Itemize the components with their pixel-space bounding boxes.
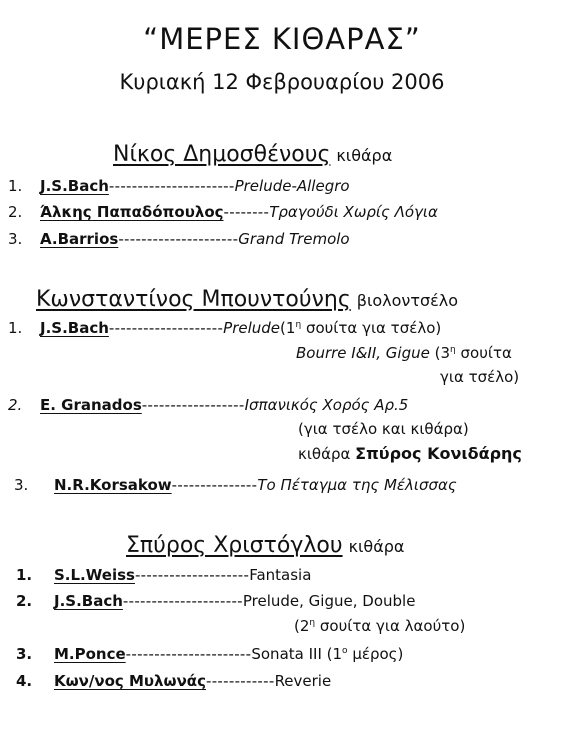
accompanist-name: Σπύρος Κονιδάρης bbox=[355, 444, 522, 463]
item-number: 1. bbox=[8, 177, 23, 195]
performer-heading bbox=[113, 142, 392, 167]
program-item bbox=[8, 396, 408, 414]
work-title: Prelude-Allegro bbox=[234, 177, 350, 195]
work-note: (για τσέλο και κιθάρα) bbox=[298, 420, 469, 438]
program-item bbox=[8, 203, 438, 221]
work-note: ($3^\eta$ σουίτα bbox=[434, 344, 512, 362]
program-item bbox=[16, 566, 311, 584]
dash-leader: --------------------- bbox=[122, 592, 243, 610]
program-item bbox=[8, 177, 350, 195]
page-title: “ΜΕΡΕΣ ΚΙΘΑΡΑΣ” bbox=[143, 22, 421, 56]
ordinal-marker: η bbox=[450, 345, 456, 355]
item-number: 2. bbox=[8, 203, 23, 221]
program-item bbox=[8, 319, 441, 337]
performer-instrument: κιθάρα bbox=[336, 146, 393, 165]
item-number: 2. bbox=[16, 592, 33, 610]
performer-name: Κωνσταντίνος Μπουντούνης bbox=[36, 287, 351, 312]
item-number: 1. bbox=[16, 566, 33, 584]
item-number: 3. bbox=[8, 230, 23, 248]
ordinal-marker: η bbox=[295, 320, 302, 330]
item-number: 4. bbox=[16, 672, 33, 690]
program-item bbox=[16, 672, 331, 690]
work-title: Grand Tremolo bbox=[238, 230, 350, 248]
dash-leader: ------------------ bbox=[141, 396, 245, 414]
performer-heading bbox=[36, 287, 458, 312]
composer: J.S.Bach bbox=[40, 177, 109, 195]
event-date: Κυριακή 12 Φεβρουαρίου 2006 bbox=[119, 70, 445, 94]
dash-leader: -------------------- bbox=[108, 319, 224, 337]
composer: M.Ponce bbox=[54, 645, 126, 663]
program-item-continued bbox=[440, 368, 519, 386]
work-title: Prelude bbox=[223, 319, 281, 337]
composer: J.S.Bach bbox=[54, 592, 123, 610]
work-title: Reverie bbox=[274, 672, 332, 690]
dash-leader: -------- bbox=[223, 203, 270, 221]
program-item-continued bbox=[298, 420, 469, 438]
work-title: Τραγούδι Χωρίς Λόγια bbox=[269, 203, 438, 221]
composer: S.L.Weiss bbox=[54, 566, 135, 584]
performer-instrument: βιολοντσέλο bbox=[356, 291, 459, 310]
dash-leader: --------------- bbox=[171, 476, 258, 494]
item-number: 1. bbox=[8, 319, 23, 337]
ordinal-marker: ο bbox=[342, 646, 348, 656]
program-item-continued bbox=[294, 617, 465, 635]
work-note: για τσέλο) bbox=[440, 368, 520, 386]
work-note: ($1^\eta$ σουίτα για τσέλο) bbox=[280, 319, 442, 337]
performer-instrument: κιθάρα bbox=[348, 537, 405, 556]
dash-leader: --------------------- bbox=[118, 230, 239, 248]
composer: Κων/νος Μυλωνάς bbox=[54, 672, 206, 690]
dash-leader: ---------------------- bbox=[125, 645, 252, 663]
program-item-continued bbox=[296, 344, 512, 362]
program-item-continued bbox=[298, 444, 522, 463]
dash-leader: -------------------- bbox=[134, 566, 250, 584]
work-note: ($2^\eta$ σουίτα για λαούτο) bbox=[294, 617, 466, 635]
program-item bbox=[16, 645, 403, 663]
work-title: Bourre I&II, Gigue bbox=[296, 344, 430, 362]
work-title: Sonata III ($1^o$ μέρος) bbox=[251, 645, 404, 663]
work-title: Ισπανικός Χορός Αρ.5 bbox=[244, 396, 409, 414]
program-item bbox=[14, 476, 457, 494]
dash-leader: ------------ bbox=[206, 672, 275, 690]
performer-name: Νίκος Δημοσθένους bbox=[113, 142, 331, 167]
work-title: Prelude, Gigue, Double bbox=[242, 592, 416, 610]
item-number: 3. bbox=[14, 476, 29, 494]
composer: E. Granados bbox=[40, 396, 142, 414]
performer-heading bbox=[126, 533, 404, 558]
program-item bbox=[16, 592, 415, 610]
ordinal-marker: η bbox=[309, 618, 316, 628]
program-item bbox=[8, 230, 350, 248]
dash-leader: ---------------------- bbox=[108, 177, 235, 195]
work-title: Το Πέταγμα της Μέλισσας bbox=[257, 476, 457, 494]
item-number: 3. bbox=[16, 645, 33, 663]
work-title: Fantasia bbox=[249, 566, 312, 584]
accompanist-instrument: κιθάρα bbox=[298, 445, 351, 463]
composer: J.S.Bach bbox=[40, 319, 109, 337]
performer-name: Σπύρος Χριστόγλου bbox=[126, 533, 343, 558]
composer: Άλκης Παπαδόπουλος bbox=[40, 203, 224, 221]
item-number: 2. bbox=[8, 396, 23, 414]
composer: N.R.Korsakow bbox=[54, 476, 172, 494]
composer: A.Barrios bbox=[40, 230, 119, 248]
